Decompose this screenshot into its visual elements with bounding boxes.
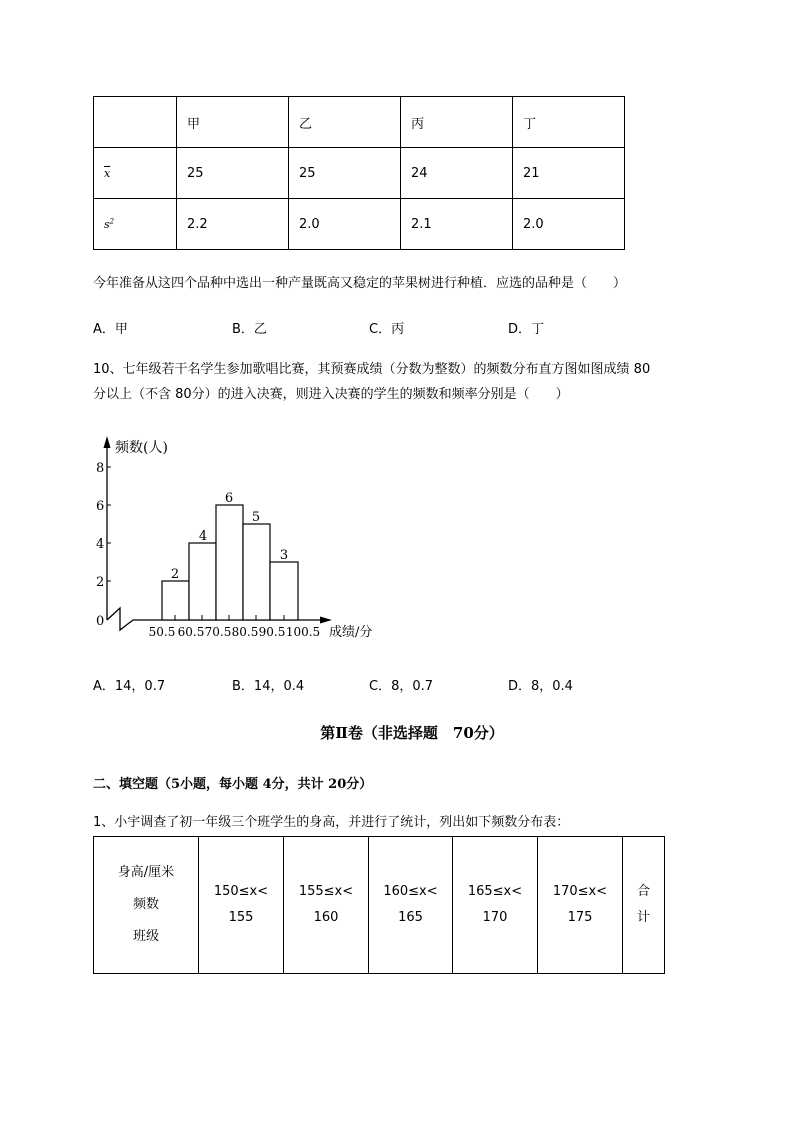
histogram-bar [270, 562, 298, 620]
bar-label: 3 [279, 548, 289, 563]
bar-label: 6 [224, 491, 234, 506]
table-cell: 2.2 [177, 199, 289, 250]
table-cell: 25 [177, 148, 289, 199]
table-header-bing: 丙 [401, 97, 513, 148]
histogram-bar [243, 524, 270, 620]
mean-symbol: $\overline{x}$ [104, 166, 111, 180]
q10-stem-line2: 分以上（不含 80分）的进入决赛，则进入决赛的学生的频数和频率分别是（ ） [93, 387, 569, 402]
y-axis-label: 频数(人) [115, 440, 168, 456]
table-cell: 2.0 [513, 199, 625, 250]
table-header-jia: 甲 [177, 97, 289, 148]
q9-option-a: A．甲 [93, 322, 128, 337]
table-row-mean [94, 148, 625, 199]
q10-option-a: A．14，0.7 [93, 679, 166, 694]
y-tick: 2 [96, 575, 105, 590]
q9-option-c: C．丙 [369, 322, 405, 337]
frequency-histogram [90, 432, 390, 647]
y-tick: 6 [96, 499, 105, 514]
q1-stem: 1、小宇调查了初一年级三个班学生的身高，并进行了统计，列出如下频数分布表： [93, 815, 570, 830]
header-label-height: 身高/厘米 [117, 865, 175, 880]
table-cell: 2.0 [289, 199, 401, 250]
part2-title: 第Ⅱ卷（非选择题 70分） [320, 724, 504, 742]
range-header: 155≤x< 160 [284, 837, 369, 974]
histogram-bar [162, 581, 189, 620]
total-header: 合 计 [623, 837, 665, 974]
table-corner-header [94, 837, 199, 974]
height-frequency-table [93, 836, 665, 974]
y-tick: 8 [96, 461, 105, 476]
q10-option-b: B．14，0.4 [232, 679, 305, 694]
q10-option-c: C．8，0.7 [369, 679, 434, 694]
y-axis-arrow-icon [104, 436, 111, 448]
table-header-ding: 丁 [513, 97, 625, 148]
q9-option-b: B．乙 [232, 322, 267, 337]
table-cell: 24 [401, 148, 513, 199]
range-header: 170≤x< 175 [538, 837, 623, 974]
variance-symbol: $s^2$ [104, 216, 115, 231]
range-header: 150≤x< 155 [199, 837, 284, 974]
header-label-class: 班级 [132, 929, 159, 944]
x-tick: 70.5 [204, 625, 232, 639]
row-label-mean [94, 148, 177, 199]
q10-stem-line1: 10、七年级若干名学生参加歌唱比赛，其预赛成绩（分数为整数）的频数分布直方图如图成绩 80 [93, 362, 651, 377]
x-axis-arrow-icon [320, 617, 332, 624]
table-header-yi: 乙 [289, 97, 401, 148]
histogram-bar [216, 505, 243, 620]
table-cell [94, 97, 177, 148]
x-tick: 80.5 [231, 625, 259, 639]
y-tick: 4 [96, 537, 105, 552]
table-cell: 25 [289, 148, 401, 199]
histogram-bar [189, 543, 216, 620]
table-cell: 21 [513, 148, 625, 199]
x-tick: 90.5 [258, 625, 286, 639]
bar-label: 5 [251, 510, 261, 525]
q9-stem: 今年准备从这四个品种中选出一种产量既高又稳定的苹果树进行种植．应选的品种是（ ） [93, 276, 627, 291]
q10-option-d: D．8，0.4 [508, 679, 573, 694]
x-tick: 100.5 [285, 625, 321, 639]
range-header: 165≤x< 170 [453, 837, 538, 974]
fill-in-section-heading: 二、填空题（5小题，每小题 4分，共计 20分） [93, 777, 373, 792]
y-tick: 0 [96, 614, 105, 629]
row-label-variance [94, 199, 177, 250]
bar-label: 2 [170, 567, 180, 582]
table-cell: 2.1 [401, 199, 513, 250]
header-label-frequency: 频数 [132, 897, 159, 912]
table-header-row [94, 837, 665, 974]
x-axis-label: 成绩/分 [329, 625, 373, 640]
table-header-row [94, 97, 625, 148]
x-tick: 60.5 [177, 625, 205, 639]
variety-stats-table [93, 96, 625, 250]
q9-option-d: D．丁 [508, 322, 545, 337]
table-row-variance [94, 199, 625, 250]
bar-label: 4 [198, 529, 208, 544]
range-header: 160≤x< 165 [369, 837, 453, 974]
x-tick: 50.5 [148, 625, 176, 639]
